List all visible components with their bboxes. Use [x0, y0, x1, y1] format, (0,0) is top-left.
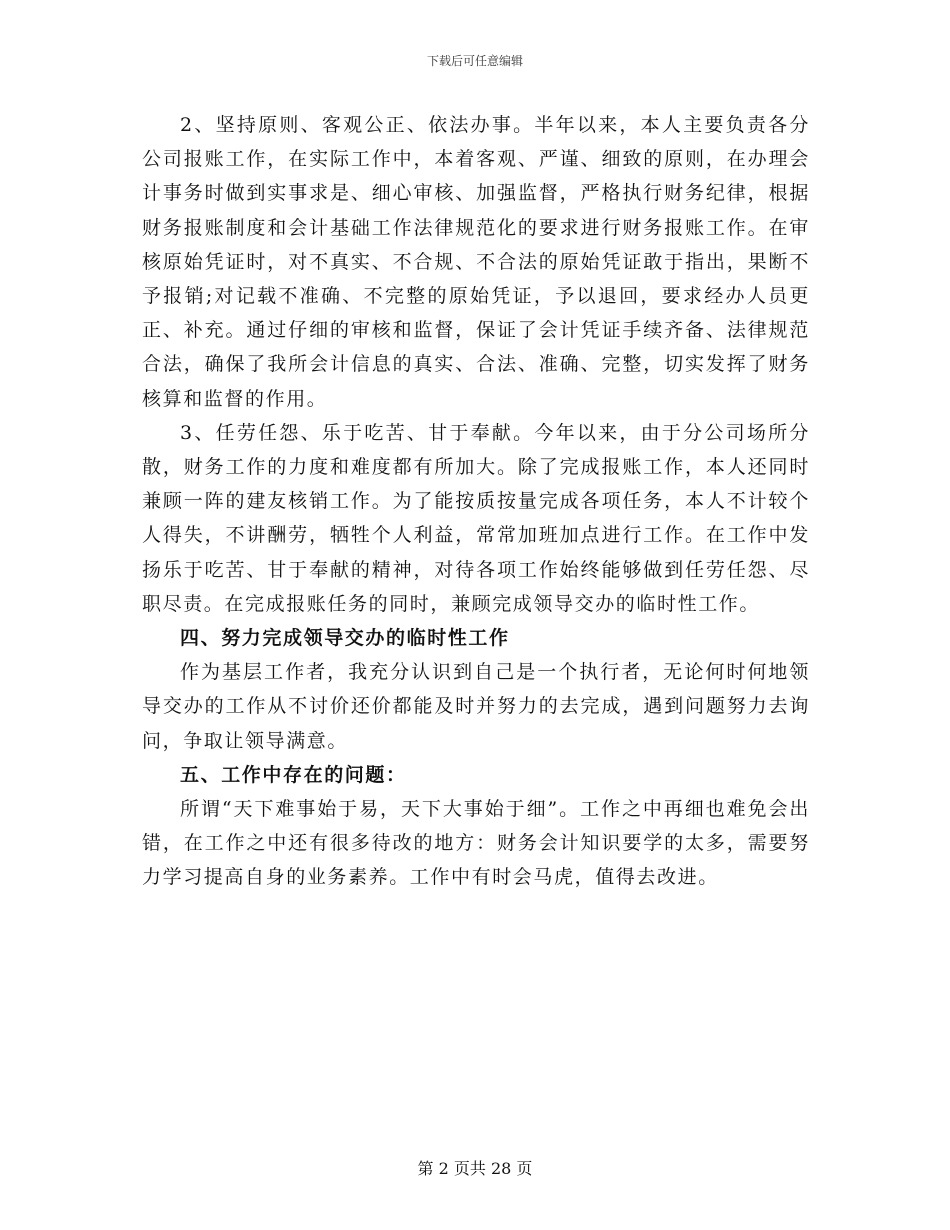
- body-paragraph: 作为基层工作者，我充分认识到自己是一个执行者，无论何时何地领导交办的工作从不讨价还价都能及时并努力的去完成，遇到问题努力去询问，争取让领导满意。: [142, 661, 810, 752]
- page-number: 第 2 页共 28 页: [417, 1159, 533, 1178]
- section-heading: 四、努力完成领导交办的临时性工作: [180, 627, 510, 650]
- section-heading: 五、工作中存在的问题：: [180, 763, 407, 786]
- body-paragraph: 3、任劳任怨、乐于吃苦、甘于奉献。今年以来，由于分公司场所分散，财务工作的力度和难度都有所加大。除了完成报账工作，本人还同时兼顾一阵的建友核销工作。为了能按质按量完成各项任务，本人不计较个人得失，不讲酬劳，牺牲个人利益，常常加班加点进行工作。在工作中发扬乐于吃苦、甘于奉献的精神，对待各项工作始终能够做到任劳任怨、尽职尽责。在完成报账任务的同时，兼顾完成领导交办的临时性工作。: [142, 421, 810, 615]
- body-paragraph: 2、坚持原则、客观公正、依法办事。半年以来，本人主要负责各分公司报账工作，在实际工作中，本着客观、严谨、细致的原则，在办理会计事务时做到实事求是、细心审核、加强监督，严格执行财务纪律，根据财务报账制度和会计基础工作法律规范化的要求进行财务报账工作。在审核原始凭证时，对不真实、不合规、不合法的原始凭证敢于指出，果断不予报销;对记载不准确、不完整的原始凭证，予以退回，要求经办人员更正、补充。通过仔细的审核和监督，保证了会计凭证手续齐备、法律规范合法，确保了我所会计信息的真实、合法、准确、完整，切实发挥了财务核算和监督的作用。: [142, 114, 810, 410]
- page-header: 下载后可任意编辑: [426, 54, 523, 68]
- document-body: [142, 108, 810, 895]
- body-paragraph: 所谓“天下难事始于易，天下大事始于细”。工作之中再细也难免会出错，在工作之中还有很多待改的地方：财务会计知识要学的太多，需要努力学习提高自身的业务素养。工作中有时会马虎，值得去改进。: [142, 798, 810, 889]
